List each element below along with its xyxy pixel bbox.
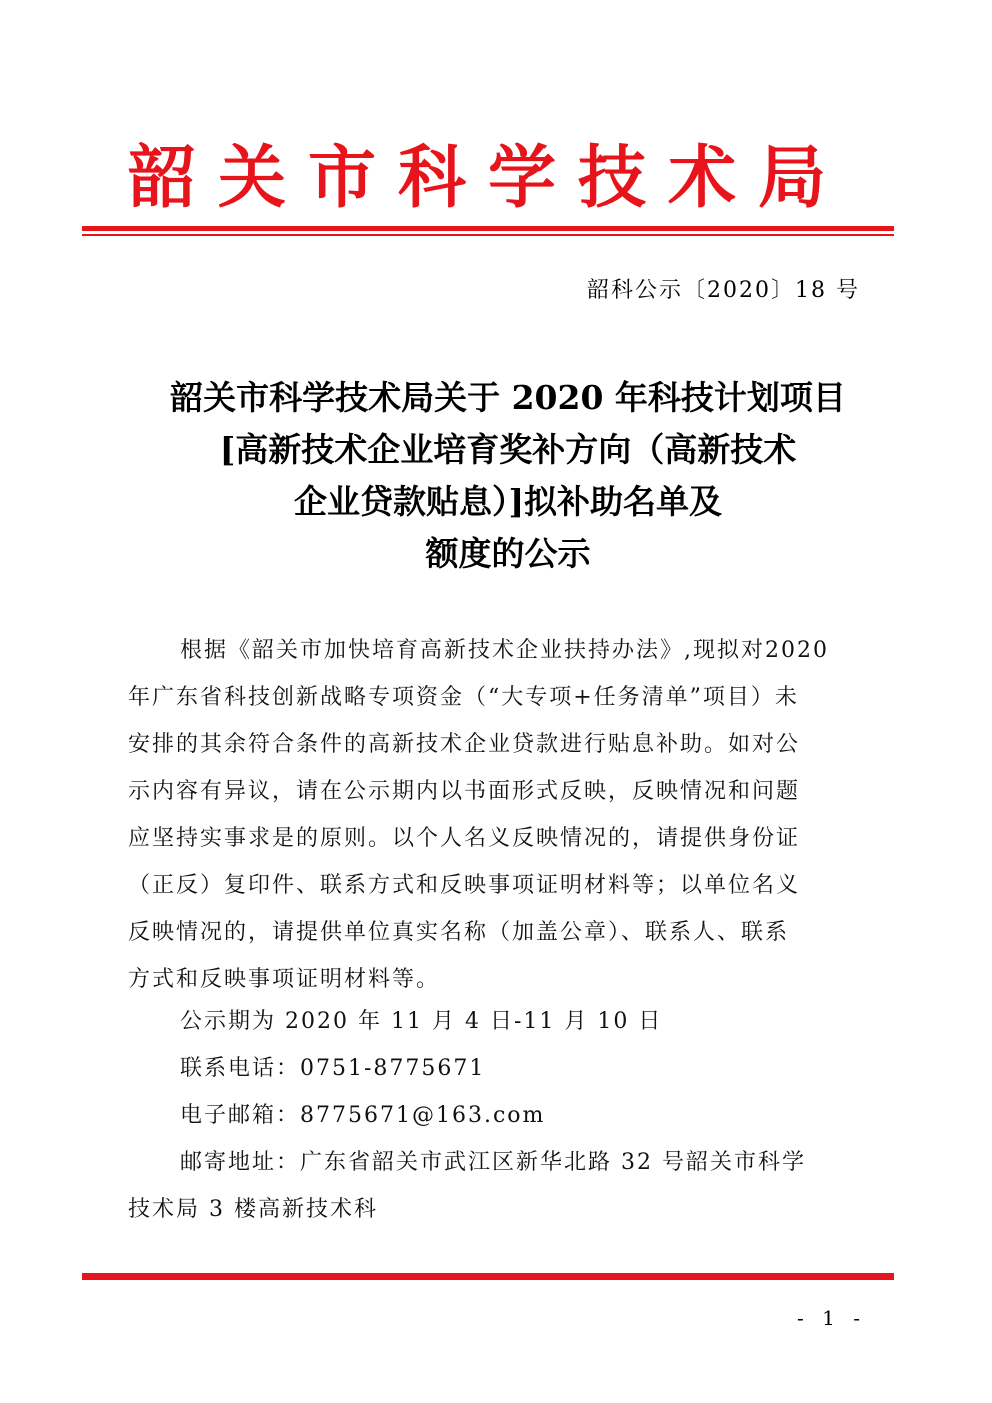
document-title-line: 韶关市科学技术局关于 2020 年科技计划项目 — [170, 378, 846, 417]
header-red-rule-thin — [82, 234, 894, 236]
body-line: 示内容有异议，请在公示期内以书面形式反映，反映情况和问题 — [128, 779, 801, 804]
body-line: 根据《韶关市加快培育高新技术企业扶持办法》,现拟对2020 — [180, 638, 829, 663]
document-title-line: 企业贷款贴息）]拟补助名单及 — [293, 482, 723, 521]
contact-email: 电子邮箱：8775671@163.com — [180, 1103, 546, 1128]
mailing-address-continued: 技术局 3 楼高新技术科 — [128, 1197, 378, 1222]
document-title — [100, 372, 916, 580]
body-line: 反映情况的，请提供单位真实名称（加盖公章）、联系人、联系 — [128, 920, 790, 945]
agency-header-title: 韶关市科学技术局 — [127, 138, 848, 218]
document-title-line: 额度的公示 — [425, 534, 591, 573]
footer-red-rule — [82, 1273, 894, 1280]
contact-phone: 联系电话：0751-8775671 — [180, 1056, 486, 1081]
document-title-line: [高新技术企业培育奖补方向（高新技术 — [219, 430, 797, 469]
document-number: 韶科公示〔2020〕18 号 — [587, 278, 860, 303]
announcement-period: 公示期为 2020 年 11 月 4 日-11 月 10 日 — [180, 1009, 663, 1034]
header-red-rule-thick — [82, 226, 894, 231]
body-line: 安排的其余符合条件的高新技术企业贷款进行贴息补助。如对公 — [128, 732, 801, 757]
body-line: 年广东省科技创新战略专项资金（“大专项+任务清单”项目）未 — [128, 685, 799, 710]
body-paragraph — [128, 627, 864, 1003]
body-line: （正反）复印件、联系方式和反映事项证明材料等；以单位名义 — [128, 873, 801, 898]
mailing-address: 邮寄地址：广东省韶关市武江区新华北路 32 号韶关市科学 — [180, 1150, 806, 1175]
body-line: 应坚持实事求是的原则。以个人名义反映情况的，请提供身份证 — [128, 826, 801, 851]
page-number: - 1 - — [797, 1306, 866, 1330]
body-line: 方式和反映事项证明材料等。 — [128, 967, 441, 992]
contact-info — [128, 998, 864, 1233]
